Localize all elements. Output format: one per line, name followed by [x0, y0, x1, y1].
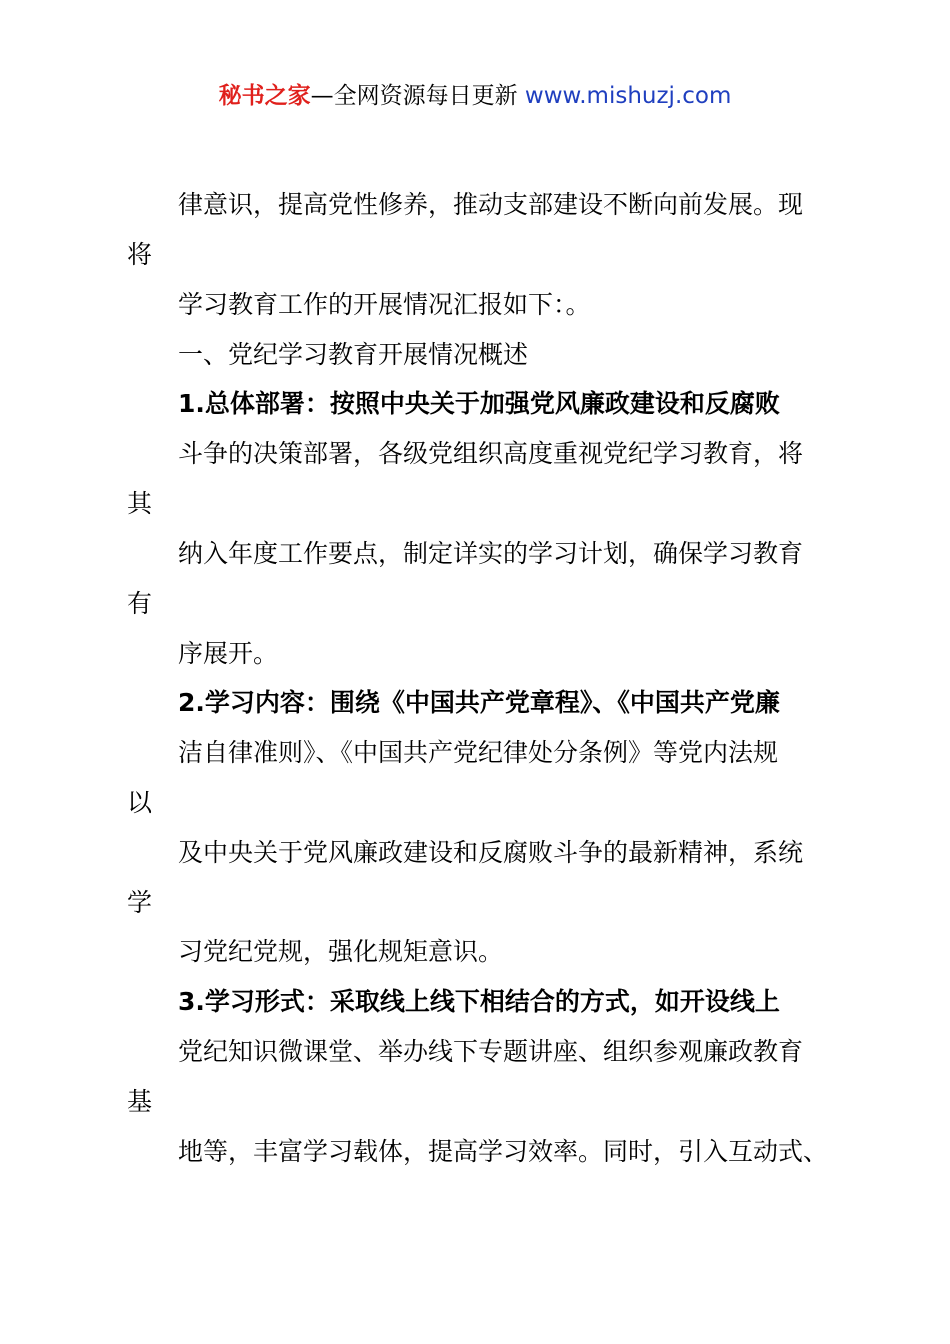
- text-line: 及中央关于党风廉政建设和反腐败斗争的最新精神，系统: [178, 838, 804, 867]
- text-line: 纳入年度工作要点，制定详实的学习计划，确保学习教育: [178, 539, 804, 568]
- text-line: 基: [127, 1087, 153, 1116]
- text-line: 律意识，提高党性修养，推动支部建设不断向前发展。现: [178, 190, 804, 219]
- subsection-heading: 3.学习形式：采取线上线下相结合的方式，如开设线上: [178, 987, 780, 1016]
- site-url: www.mishuzj.com: [524, 83, 732, 109]
- section-heading: 一、党纪学习教育开展情况概述: [178, 340, 529, 369]
- text-line: 序展开。: [178, 639, 279, 668]
- text-line: 党纪知识微课堂、举办线下专题讲座、组织参观廉政教育: [178, 1037, 804, 1066]
- text-line: 将: [127, 240, 153, 269]
- text-line: 地等，丰富学习载体，提高学习效率。同时，引入互动式、: [178, 1137, 829, 1166]
- page-header: [0, 80, 950, 112]
- subsection-heading: 1.总体部署：按照中央关于加强党风廉政建设和反腐败: [178, 389, 780, 418]
- text-line: 习党纪党规，强化规矩意识。: [178, 937, 504, 966]
- text-line: 以: [127, 788, 153, 817]
- header-tagline: —全网资源每日更新: [310, 83, 525, 109]
- subsection-heading: 2.学习内容：围绕《中国共产党章程》、《中国共产党廉: [178, 688, 780, 717]
- brand-name: 秘书之家: [218, 83, 311, 109]
- text-line: 学: [127, 888, 153, 917]
- text-line: 斗争的决策部署，各级党组织高度重视党纪学习教育，将: [178, 439, 804, 468]
- text-line: 洁自律准则》、《中国共产党纪律处分条例》等党内法规: [178, 738, 779, 767]
- text-line: 其: [127, 489, 153, 518]
- text-line: 学习教育工作的开展情况汇报如下：。: [178, 290, 591, 319]
- text-line: 有: [127, 589, 153, 618]
